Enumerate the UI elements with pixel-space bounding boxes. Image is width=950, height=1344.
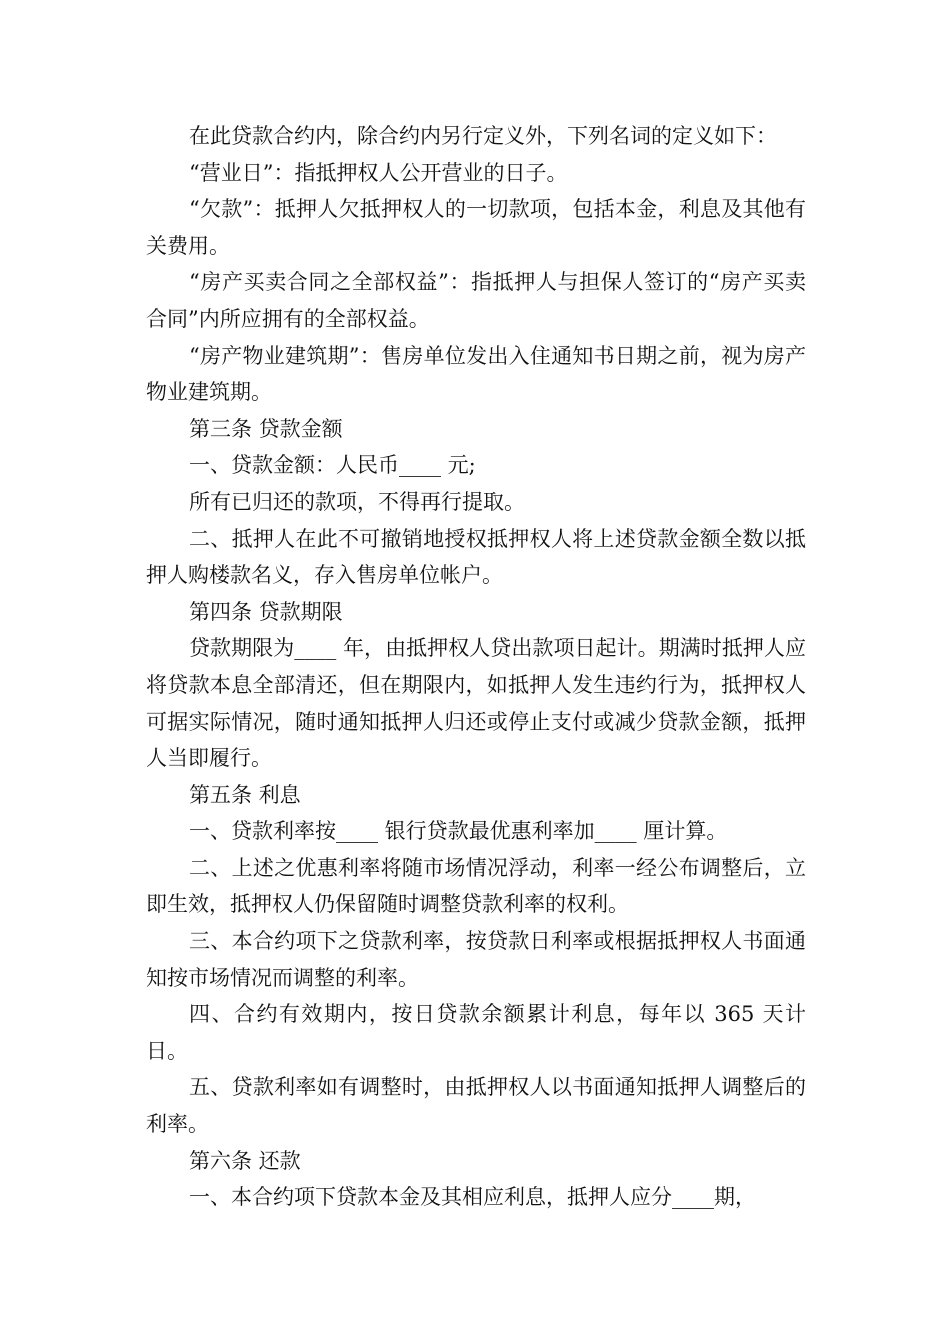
paragraph-repayment: 一、本合约项下贷款本金及其相应利息，抵押人应分____期， <box>189 1185 756 1210</box>
paragraph-definitions-intro: 在此贷款合约内，除合约内另行定义外，下列名词的定义如下： <box>189 124 777 148</box>
paragraph-loan-term: 贷款期限为____ 年，由抵押权人贷出款项日起计。期满时抵押人应将贷款本息全部清还，但在期限内，如抵押人发生违约行为，抵押权人可据实际情况，随时通知抵押人归还或停止支付或减少贷款金额，抵押人当即履行。 <box>146 636 806 771</box>
paragraph-interest-rate: 一、贷款利率按____ 银行贷款最优惠利率加____ 厘计算。 <box>189 819 728 844</box>
paragraph-rate-float: 二、上述之优惠利率将随市场情况浮动，利率一经公布调整后，立即生效，抵押权人仍保留随时调整贷款利率的权利。 <box>146 855 806 917</box>
document-body <box>146 118 806 1216</box>
paragraph-rate-notice: 五、贷款利率如有调整时，由抵押权人以书面通知抵押人调整后的利率。 <box>146 1075 806 1137</box>
paragraph-rate-basis: 三、本合约项下之贷款利率，按贷款日利率或根据抵押权人书面通知按市场情况而调整的利率。 <box>146 929 806 990</box>
paragraph-authorization: 二、抵押人在此不可撤销地授权抵押权人将上述贷款金额全数以抵押人购楼款名义，存入售房单位帐户。 <box>146 526 806 588</box>
article-heading-6: 第六条 还款 <box>189 1148 301 1173</box>
paragraph-loan-amount: 一、贷款金额：人民币____ 元; <box>189 453 476 478</box>
article-heading-3: 第三条 贷款金额 <box>189 416 343 441</box>
paragraph-business-day: “营业日”：指抵押权人公开营业的日子。 <box>189 160 568 185</box>
paragraph-daily-interest: 四、合约有效期内，按日贷款余额累计利息，每年以 365 天计日。 <box>146 1002 806 1063</box>
paragraph-construction-period: “房产物业建筑期”：售房单位发出入住通知书日期之前，视为房产物业建筑期。 <box>146 343 806 405</box>
paragraph-debt: “欠款”：抵押人欠抵押权人的一切款项，包括本金，利息及其他有关费用。 <box>146 197 806 258</box>
paragraph-no-redraw: 所有已归还的款项，不得再行提取。 <box>189 489 525 514</box>
paragraph-contract-rights: “房产买卖合同之全部权益”：指抵押人与担保人签订的“房产买卖合同”内所应拥有的全部权益。 <box>146 270 806 331</box>
article-heading-4: 第四条 贷款期限 <box>189 599 343 624</box>
article-heading-5: 第五条 利息 <box>189 782 301 807</box>
